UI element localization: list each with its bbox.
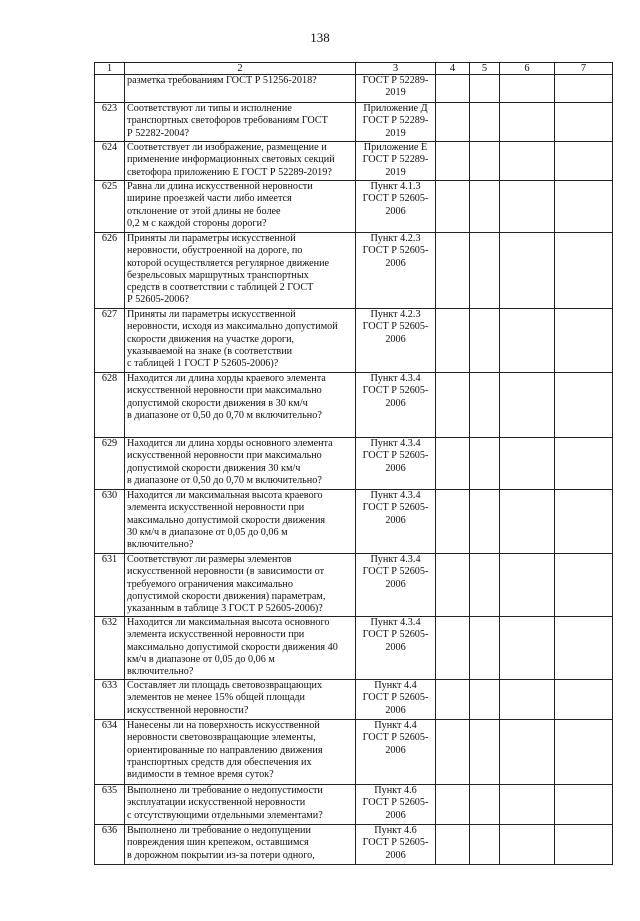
table-row (95, 720, 613, 785)
blank-cell (555, 680, 613, 720)
row-number: 623 (95, 103, 125, 142)
table-row (95, 680, 613, 720)
blank-cell (436, 617, 470, 680)
blank-cell (436, 438, 470, 490)
question-text: Соответствуют ли типы и исполнение транспортных светофоров требованиям ГОСТ Р 52282-2004? (125, 103, 356, 142)
table-row (95, 181, 613, 233)
row-number: 630 (95, 490, 125, 554)
blank-cell (500, 785, 555, 825)
reference-text: Пункт 4.3.4 ГОСТ Р 52605- 2006 (356, 554, 436, 617)
question-text: Приняты ли параметры искусственной неровности, обустроенной на дороге, по которой осуществляется регулярное движение безрельсовых маршрутных транспортных средств в соответствии с таблицей 2 ГОСТ Р 52605-2006? (125, 233, 356, 309)
row-number: 633 (95, 680, 125, 720)
table-row (95, 103, 613, 142)
blank-cell (436, 490, 470, 554)
blank-cell (555, 554, 613, 617)
blank-cell (436, 554, 470, 617)
blank-cell (436, 680, 470, 720)
blank-cell (470, 103, 500, 142)
reference-text: Пункт 4.6 ГОСТ Р 52605- 2006 (356, 785, 436, 825)
table-row (95, 825, 613, 865)
question-text: Нанесены ли на поверхность искусственной неровности световозвращающие элементы, ориентированные по направлению движения транспортных средств для обеспечения их видимости в темное время суток? (125, 720, 356, 785)
blank-cell (470, 490, 500, 554)
blank-cell (555, 373, 613, 438)
table-row (95, 438, 613, 490)
blank-cell (555, 617, 613, 680)
blank-cell (470, 617, 500, 680)
blank-cell (470, 373, 500, 438)
blank-cell (555, 233, 613, 309)
question-text: Соответствуют ли размеры элементов искусственной неровности (в зависимости от требуемого ограничения максимально допустимой скорости движения) параметрам, указанным в таблице 3 ГОСТ Р 52605-2006)? (125, 554, 356, 617)
table-row (95, 490, 613, 554)
question-text: разметка требованиям ГОСТ Р 51256-2018? (125, 75, 356, 103)
question-text: Находится ли максимальная высота основного элемента искусственной неровности при максимально допустимой скорости движения 40 км/ч в диапазоне от 0,05 до 0,06 м включительно? (125, 617, 356, 680)
column-header: 1 (95, 63, 125, 75)
blank-cell (470, 825, 500, 865)
blank-cell (470, 438, 500, 490)
column-header: 2 (125, 63, 356, 75)
blank-cell (500, 825, 555, 865)
blank-cell (470, 142, 500, 181)
reference-text: Пункт 4.4 ГОСТ Р 52605- 2006 (356, 720, 436, 785)
column-header: 7 (555, 63, 613, 75)
table-row (95, 785, 613, 825)
blank-cell (555, 181, 613, 233)
blank-cell (555, 103, 613, 142)
question-text: Находится ли длина хорды основного элемента искусственной неровности при максимально допустимой скорости движения 30 км/ч в диапазоне от 0,50 до 0,70 м включительно? (125, 438, 356, 490)
blank-cell (555, 785, 613, 825)
blank-cell (500, 554, 555, 617)
question-text: Равна ли длина искусственной неровности ширине проезжей части либо имеется отклонение от этой длины не более 0,2 м с каждой стороны дороги? (125, 181, 356, 233)
row-number: 631 (95, 554, 125, 617)
blank-cell (470, 309, 500, 373)
table-row (95, 75, 613, 103)
row-number: 636 (95, 825, 125, 865)
blank-cell (470, 680, 500, 720)
table-row (95, 554, 613, 617)
blank-cell (500, 142, 555, 181)
blank-cell (555, 75, 613, 103)
reference-text: Пункт 4.4 ГОСТ Р 52605- 2006 (356, 680, 436, 720)
blank-cell (436, 233, 470, 309)
checklist-table (94, 62, 613, 865)
blank-cell (470, 233, 500, 309)
blank-cell (500, 233, 555, 309)
blank-cell (555, 309, 613, 373)
blank-cell (555, 490, 613, 554)
blank-cell (436, 103, 470, 142)
reference-text: ГОСТ Р 52289- 2019 (356, 75, 436, 103)
blank-cell (500, 438, 555, 490)
blank-cell (500, 103, 555, 142)
reference-text: Приложение Е ГОСТ Р 52289- 2019 (356, 142, 436, 181)
blank-cell (500, 309, 555, 373)
blank-cell (436, 142, 470, 181)
blank-cell (436, 825, 470, 865)
question-text: Находится ли длина хорды краевого элемента искусственной неровности при максимально допустимой скорости движения в 30 км/ч в диапазоне от 0,50 до 0,70 м включительно? (125, 373, 356, 438)
blank-cell (555, 720, 613, 785)
blank-cell (555, 438, 613, 490)
blank-cell (436, 309, 470, 373)
header-row (95, 63, 613, 75)
column-header: 3 (356, 63, 436, 75)
blank-cell (436, 785, 470, 825)
blank-cell (500, 181, 555, 233)
row-number: 626 (95, 233, 125, 309)
table-row (95, 373, 613, 438)
question-text: Составляет ли площадь световозвращающих элементов не менее 15% общей площади искусственной неровности? (125, 680, 356, 720)
blank-cell (500, 373, 555, 438)
reference-text: Пункт 4.2.3 ГОСТ Р 52605- 2006 (356, 309, 436, 373)
row-number: 627 (95, 309, 125, 373)
question-text: Соответствует ли изображение, размещение и применение информационных световых секций светофора приложению Е ГОСТ Р 52289-2019? (125, 142, 356, 181)
column-header: 6 (500, 63, 555, 75)
blank-cell (500, 490, 555, 554)
blank-cell (500, 75, 555, 103)
table-row (95, 309, 613, 373)
blank-cell (500, 617, 555, 680)
row-number: 635 (95, 785, 125, 825)
question-text: Выполнено ли требование о недопустимости эксплуатации искусственной неровности с отсутствующими отдельными элементами? (125, 785, 356, 825)
row-number: 625 (95, 181, 125, 233)
table-row (95, 233, 613, 309)
row-number (95, 75, 125, 103)
blank-cell (470, 785, 500, 825)
page-number: 138 (310, 30, 330, 45)
row-number: 632 (95, 617, 125, 680)
question-text: Выполнено ли требование о недопущении повреждения шин крепежом, оставшимся в дорожном покрытии из-за потери одного, (125, 825, 356, 865)
blank-cell (436, 720, 470, 785)
reference-text: Пункт 4.1.3 ГОСТ Р 52605- 2006 (356, 181, 436, 233)
blank-cell (470, 181, 500, 233)
row-number: 624 (95, 142, 125, 181)
reference-text: Приложение Д ГОСТ Р 52289- 2019 (356, 103, 436, 142)
reference-text: Пункт 4.3.4 ГОСТ Р 52605- 2006 (356, 438, 436, 490)
row-number: 634 (95, 720, 125, 785)
table-row (95, 617, 613, 680)
blank-cell (436, 75, 470, 103)
blank-cell (436, 181, 470, 233)
reference-text: Пункт 4.2.3 ГОСТ Р 52605- 2006 (356, 233, 436, 309)
column-header: 5 (470, 63, 500, 75)
blank-cell (470, 75, 500, 103)
reference-text: Пункт 4.3.4 ГОСТ Р 52605- 2006 (356, 617, 436, 680)
blank-cell (470, 720, 500, 785)
row-number: 628 (95, 373, 125, 438)
blank-cell (500, 680, 555, 720)
blank-cell (470, 554, 500, 617)
column-header: 4 (436, 63, 470, 75)
reference-text: Пункт 4.6 ГОСТ Р 52605- 2006 (356, 825, 436, 865)
blank-cell (500, 720, 555, 785)
row-number: 629 (95, 438, 125, 490)
blank-cell (555, 142, 613, 181)
blank-cell (436, 373, 470, 438)
question-text: Находится ли максимальная высота краевого элемента искусственной неровности при максимально допустимой скорости движения 30 км/ч в диапазоне от 0,05 до 0,06 м включительно? (125, 490, 356, 554)
reference-text: Пункт 4.3.4 ГОСТ Р 52605- 2006 (356, 490, 436, 554)
question-text: Приняты ли параметры искусственной неровности, исходя из максимально допустимой скорости движения на участке дороги, указываемой на знаке (в соответствии с таблицей 1 ГОСТ Р 52605-2006)? (125, 309, 356, 373)
reference-text: Пункт 4.3.4 ГОСТ Р 52605- 2006 (356, 373, 436, 438)
table-row (95, 142, 613, 181)
blank-cell (555, 825, 613, 865)
